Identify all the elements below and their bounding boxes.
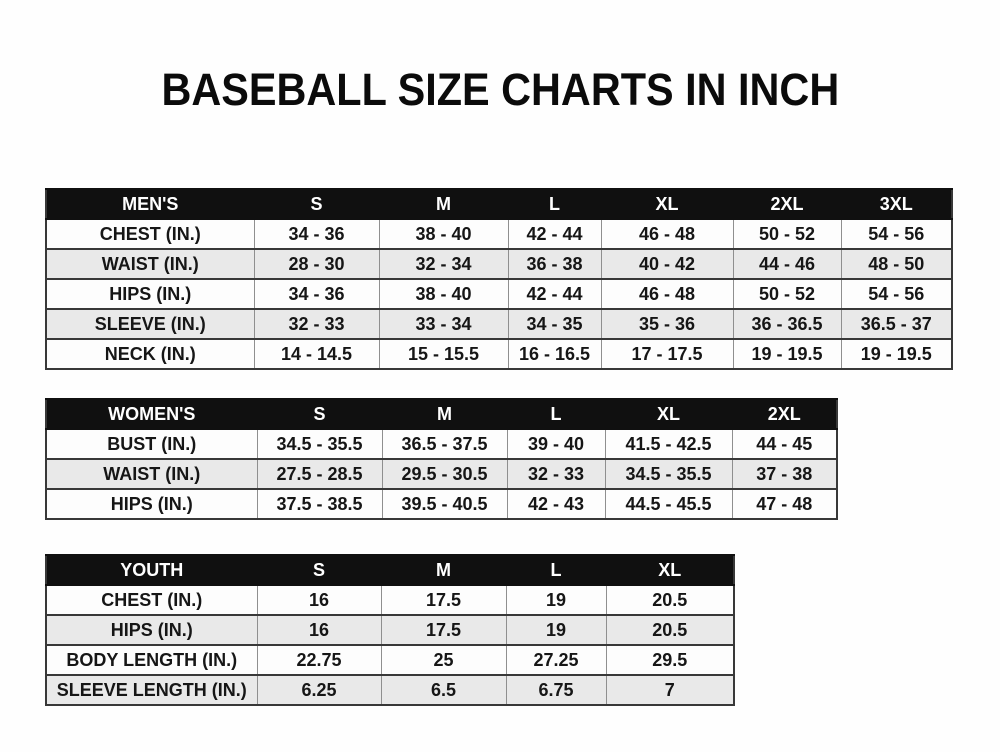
size-header-cell: 3XL	[841, 189, 952, 219]
size-value-cell: 35 - 36	[601, 309, 733, 339]
row-label: SLEEVE LENGTH (IN.)	[46, 675, 257, 705]
table-row	[46, 339, 952, 369]
size-value-cell: 36 - 36.5	[733, 309, 841, 339]
size-value-cell: 46 - 48	[601, 279, 733, 309]
table-row	[46, 249, 952, 279]
row-label: CHEST (IN.)	[46, 219, 254, 249]
size-header-cell: 2XL	[732, 399, 837, 429]
size-value-cell: 32 - 33	[254, 309, 379, 339]
header-row	[46, 555, 734, 585]
size-header-cell: S	[254, 189, 379, 219]
size-value-cell: 50 - 52	[733, 279, 841, 309]
size-value-cell: 34.5 - 35.5	[257, 429, 382, 459]
row-label: WAIST (IN.)	[46, 249, 254, 279]
row-label: HIPS (IN.)	[46, 489, 257, 519]
size-value-cell: 36 - 38	[508, 249, 601, 279]
size-value-cell: 17.5	[381, 585, 506, 615]
row-label: SLEEVE (IN.)	[46, 309, 254, 339]
size-value-cell: 48 - 50	[841, 249, 952, 279]
row-label: BUST (IN.)	[46, 429, 257, 459]
youth-size-chart	[45, 554, 735, 706]
size-value-cell: 44 - 45	[732, 429, 837, 459]
table-row	[46, 429, 837, 459]
size-header-cell: S	[257, 399, 382, 429]
size-value-cell: 22.75	[257, 645, 381, 675]
womens-size-chart	[45, 398, 838, 520]
size-value-cell: 38 - 40	[379, 279, 508, 309]
size-header-cell: L	[508, 189, 601, 219]
size-header-cell: XL	[606, 555, 734, 585]
size-value-cell: 39 - 40	[507, 429, 605, 459]
size-value-cell: 37 - 38	[732, 459, 837, 489]
table-row	[46, 675, 734, 705]
size-value-cell: 27.5 - 28.5	[257, 459, 382, 489]
size-header-cell: M	[382, 399, 507, 429]
size-value-cell: 46 - 48	[601, 219, 733, 249]
size-value-cell: 19	[506, 615, 606, 645]
row-label: BODY LENGTH (IN.)	[46, 645, 257, 675]
row-label: CHEST (IN.)	[46, 585, 257, 615]
size-value-cell: 47 - 48	[732, 489, 837, 519]
mens-size-chart	[45, 188, 953, 370]
size-value-cell: 34 - 36	[254, 219, 379, 249]
size-header-cell: M	[379, 189, 508, 219]
size-value-cell: 54 - 56	[841, 219, 952, 249]
size-value-cell: 15 - 15.5	[379, 339, 508, 369]
page-title: BASEBALL SIZE CHARTS IN INCH	[161, 64, 839, 115]
size-value-cell: 36.5 - 37.5	[382, 429, 507, 459]
size-value-cell: 54 - 56	[841, 279, 952, 309]
size-value-cell: 16 - 16.5	[508, 339, 601, 369]
size-value-cell: 14 - 14.5	[254, 339, 379, 369]
size-value-cell: 42 - 43	[507, 489, 605, 519]
size-value-cell: 27.25	[506, 645, 606, 675]
size-value-cell: 42 - 44	[508, 219, 601, 249]
size-value-cell: 25	[381, 645, 506, 675]
size-value-cell: 17 - 17.5	[601, 339, 733, 369]
size-header-cell: L	[507, 399, 605, 429]
size-value-cell: 19 - 19.5	[733, 339, 841, 369]
size-value-cell: 41.5 - 42.5	[605, 429, 732, 459]
header-row	[46, 189, 952, 219]
size-header-cell: S	[257, 555, 381, 585]
size-value-cell: 34 - 36	[254, 279, 379, 309]
size-value-cell: 29.5	[606, 645, 734, 675]
size-value-cell: 20.5	[606, 615, 734, 645]
size-header-cell: L	[506, 555, 606, 585]
table-row	[46, 585, 734, 615]
size-header-cell: XL	[605, 399, 732, 429]
group-header-cell: YOUTH	[46, 555, 257, 585]
size-value-cell: 34.5 - 35.5	[605, 459, 732, 489]
size-value-cell: 16	[257, 585, 381, 615]
size-value-cell: 7	[606, 675, 734, 705]
size-value-cell: 32 - 33	[507, 459, 605, 489]
size-value-cell: 29.5 - 30.5	[382, 459, 507, 489]
size-value-cell: 32 - 34	[379, 249, 508, 279]
size-value-cell: 39.5 - 40.5	[382, 489, 507, 519]
row-label: HIPS (IN.)	[46, 615, 257, 645]
size-value-cell: 42 - 44	[508, 279, 601, 309]
row-label: WAIST (IN.)	[46, 459, 257, 489]
table-row	[46, 489, 837, 519]
size-header-cell: XL	[601, 189, 733, 219]
size-value-cell: 34 - 35	[508, 309, 601, 339]
size-value-cell: 6.5	[381, 675, 506, 705]
table-row	[46, 615, 734, 645]
size-value-cell: 50 - 52	[733, 219, 841, 249]
size-value-cell: 6.25	[257, 675, 381, 705]
page-title-row	[0, 66, 1000, 114]
row-label: HIPS (IN.)	[46, 279, 254, 309]
size-value-cell: 33 - 34	[379, 309, 508, 339]
size-header-cell: 2XL	[733, 189, 841, 219]
header-row	[46, 399, 837, 429]
size-value-cell: 44 - 46	[733, 249, 841, 279]
size-value-cell: 17.5	[381, 615, 506, 645]
size-value-cell: 44.5 - 45.5	[605, 489, 732, 519]
group-header-cell: MEN'S	[46, 189, 254, 219]
size-value-cell: 37.5 - 38.5	[257, 489, 382, 519]
table-row	[46, 219, 952, 249]
size-value-cell: 40 - 42	[601, 249, 733, 279]
size-value-cell: 19	[506, 585, 606, 615]
table-row	[46, 645, 734, 675]
size-header-cell: M	[381, 555, 506, 585]
row-label: NECK (IN.)	[46, 339, 254, 369]
size-value-cell: 6.75	[506, 675, 606, 705]
size-value-cell: 16	[257, 615, 381, 645]
size-value-cell: 36.5 - 37	[841, 309, 952, 339]
size-value-cell: 19 - 19.5	[841, 339, 952, 369]
table-row	[46, 279, 952, 309]
size-value-cell: 20.5	[606, 585, 734, 615]
size-value-cell: 28 - 30	[254, 249, 379, 279]
table-row	[46, 309, 952, 339]
group-header-cell: WOMEN'S	[46, 399, 257, 429]
table-row	[46, 459, 837, 489]
size-value-cell: 38 - 40	[379, 219, 508, 249]
